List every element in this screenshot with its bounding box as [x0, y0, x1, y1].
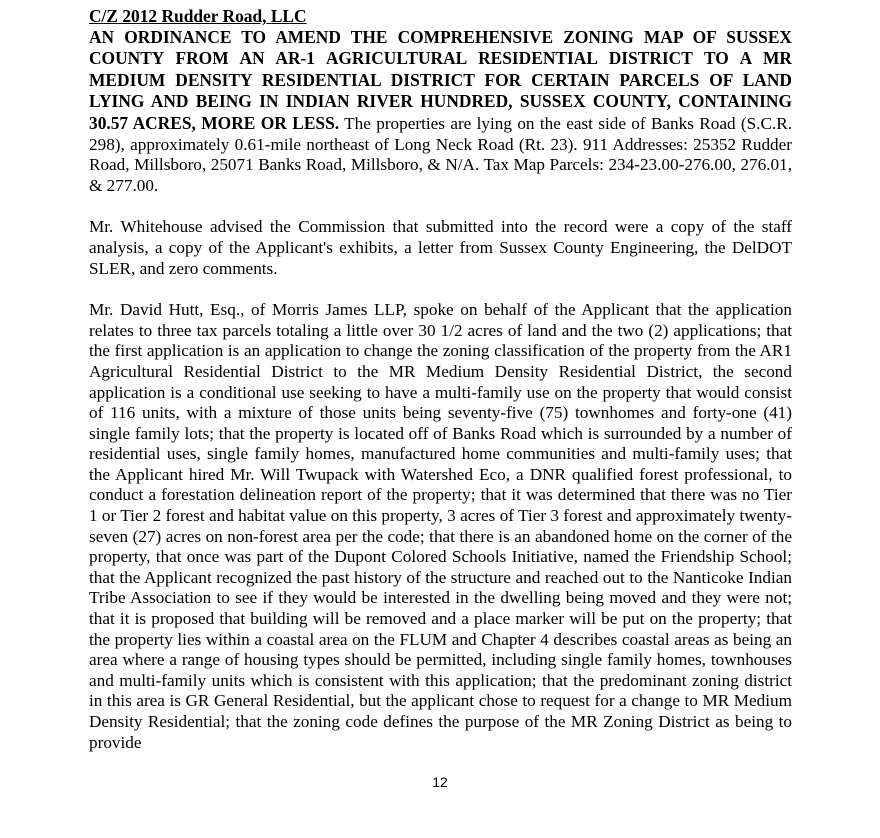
ordinance-description: The properties are lying on the east side of Banks Road (S.C.R. 298), approximately 0.61-mile northeast of Long Neck Road (Rt. 23). 911 Addresses: 25352 Rudder Road, Millsboro, 25071 Banks Road, Millsboro, & N/A. Tax Map Parcels: 234-23.00-276.00, 276.01, & 277.00.: [89, 113, 792, 195]
whitehouse-paragraph: Mr. Whitehouse advised the Commission that submitted into the record were a copy of the staff analysis, a copy of the Applicant's exhibits, a letter from Sussex County Engineering, the DelDOT SLER, and zero comments.: [89, 217, 792, 278]
ordinance-title: AN ORDINANCE TO AMEND THE COMPREHENSIVE ZONING MAP OF SUSSEX COUNTY FROM AN AR-1 AGRICULTURAL RESIDENTIAL DISTRICT TO A MR MEDIUM DENSITY RESIDENTIAL DISTRICT FOR CERTAIN PARCELS OF LAND LYING AND BEING IN INDIAN RIVER HUNDRED, SUSSEX COUNTY, CONTAINING 30.57 ACRES, MORE OR LESS.: [89, 26, 792, 133]
case-heading: C/Z 2012 Rudder Road, LLC: [89, 6, 307, 26]
page-number: 12: [432, 774, 448, 790]
paragraph-spacer: [89, 196, 792, 217]
document-body: [89, 6, 792, 753]
paragraph-spacer: [89, 279, 792, 300]
hutt-paragraph: Mr. David Hutt, Esq., of Morris James LLP, spoke on behalf of the Applicant that the application relates to three tax parcels totaling a little over 30 1/2 acres of land and the two (2) applications; that the first application is an application to change the zoning classification of the property from the AR1 Agricultural Residential District to the MR Medium Density Residential District, the second application is a conditional use seeking to have a multi-family use on the property that would consist of 116 units, with a mixture of those units being seventy-five (75) townhomes and forty-one (41) single family lots; that the property is located off of Banks Road which is surrounded by a number of residential uses, single family homes, manufactured home communities and multi-family uses; that the Applicant hired Mr. Will Twupack with Watershed Eco, a DNR qualified forest professional, to conduct a forestation delineation report of the property; that it was determined that there was no Tier 1 or Tier 2 forest and habitat value on this property, 3 acres of Tier 3 forest and approximately twenty-seven (27) acres on non-forest area per the code; that there is an abandoned home on the corner of the property, that once was part of the Dupont Colored Schools Initiative, named the Friendship School; that the Applicant recognized the past history of the structure and reached out to the Nanticoke Indian Tribe Association to see if they would be interested in the dwelling being moved and they were not; that it is proposed that building will be removed and a place marker will be put on the property; that the property lies within a coastal area on the FLUM and Chapter 4 describes coastal areas as being an area where a range of housing types should be permitted, including single family homes, townhouses and multi-family units which is consistent with this application; that the predominant zoning district in this area is GR General Residential, but the applicant chose to request for a change to MR Medium Density Residential; that the zoning code defines the purpose of the MR Zoning District as being to provide: [89, 300, 792, 752]
ordinance-paragraph: [89, 27, 792, 197]
